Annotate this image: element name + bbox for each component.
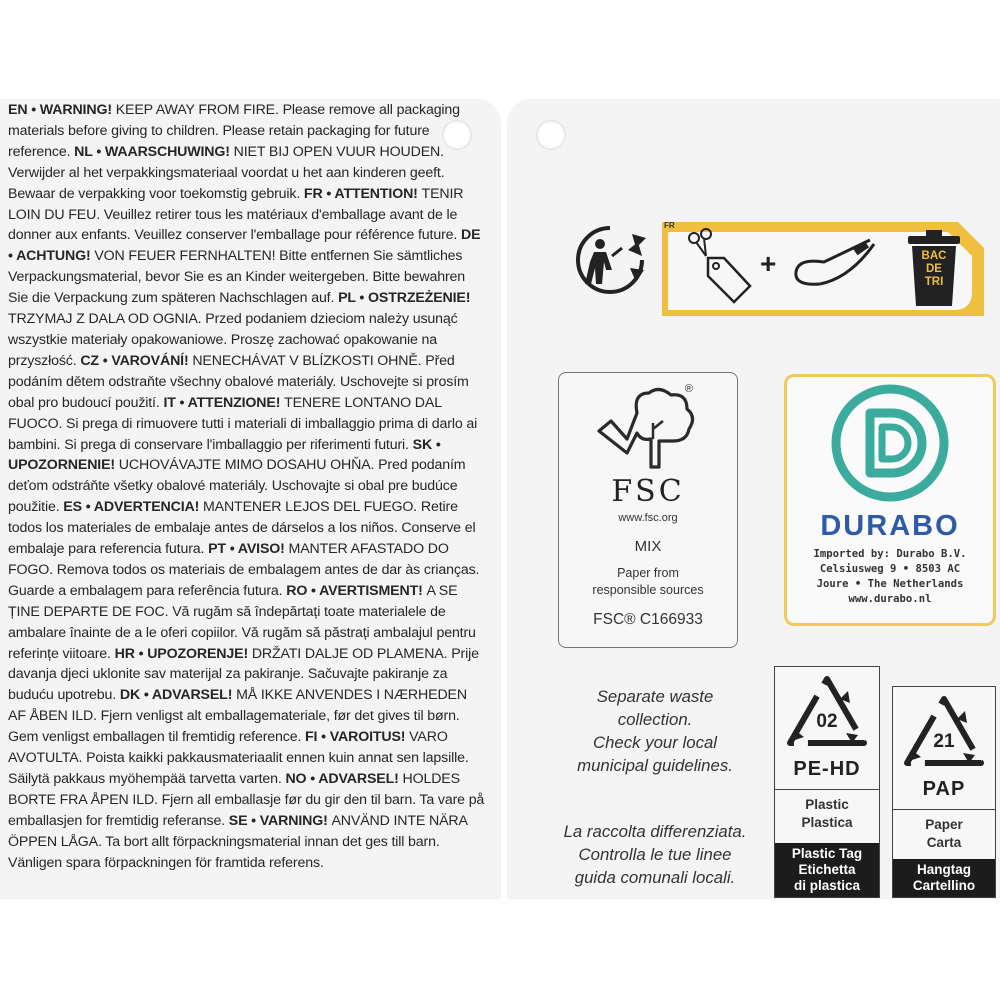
band-line: Etichetta <box>798 862 856 877</box>
fsc-url: www.fsc.org <box>618 512 678 524</box>
warning-heading: CZ • VAROVÁNÍ! <box>80 352 193 369</box>
material-label: Carta <box>926 835 962 850</box>
warning-heading: DK • ADVARSEL! <box>119 687 237 704</box>
warning-heading: PL • OSTRZEŻENIE! <box>338 290 471 307</box>
fsc-registered-mark: ® <box>684 383 693 395</box>
durabo-brand: DURABO <box>820 510 960 542</box>
hangtag-hole <box>536 120 566 150</box>
band-line: Plastic Tag <box>791 846 863 861</box>
separate-waste-text-en <box>530 685 780 777</box>
separate-line: Check your local <box>592 733 718 752</box>
separate-line: collection. <box>617 710 693 729</box>
warning-body: TENERE LONTANO DAL FUOCO. Si prega di rimuovere tutti i materiali di imballaggio prima di darlo ai bambini. Si prega di conservare l'imballaggio per riferimenti futuri. <box>8 394 478 453</box>
svg-text:21: 21 <box>933 731 955 752</box>
warning-heading: SK • UPOZORNENIE! <box>8 436 441 474</box>
warning-heading: FI • VAROITUS! <box>305 729 410 746</box>
durabo-address-line: Joure • The Netherlands <box>816 578 964 590</box>
material-divider <box>775 789 879 832</box>
durabo-importer-box <box>784 374 996 626</box>
warning-body: VON FEUER FERNHALTEN! Bitte entfernen Sie sämtliches Verpackungsmaterial, bevor Sie es an Kinder weitergeben. Bitte bewahren Sie die Verpackung zum späteren Nachschlagen auf. <box>8 248 466 307</box>
bin-label-line: DE <box>926 263 942 275</box>
warning-heading: SE • VARNING! <box>228 812 332 829</box>
warning-body: MÅ IKKE ANVENDES I NÆRHEDEN AF ÅBEN ILD. Fjern venligst alt emballagemateriale, før det gives til børn. Gem venligst emballagen til fremtidig reference. <box>8 687 467 746</box>
multilingual-warning-text <box>8 100 486 874</box>
warning-body: TRZYMAJ Z DALA OD OGNIA. Przed podaniem dzieciom należy usunąć wszystkie materiały opakowaniowe. Proszę zachować opakowanie na przyszłość. <box>8 311 458 369</box>
durabo-address-line: Celsiusweg 9 • 8503 AC <box>819 563 961 575</box>
bin-label <box>916 250 952 289</box>
separate-line: Controlla le tue linee <box>578 845 732 864</box>
loop-string-icon <box>790 234 880 300</box>
scissors-tag-icon <box>684 228 754 306</box>
warning-body: KEEP AWAY FROM FIRE. Please remove all packaging materials before giving to children. Please retain packaging for future reference. <box>8 102 460 160</box>
warning-heading: HR • UPOZORENJE! <box>114 645 252 662</box>
pehd-recycling-box <box>774 666 880 898</box>
fsc-mix-label: MIX <box>634 538 662 555</box>
band-line: Cartellino <box>912 878 976 893</box>
fsc-brand: FSC <box>611 474 685 509</box>
right-hangtag <box>508 100 1000 898</box>
separate-line: municipal guidelines. <box>577 756 733 775</box>
warning-body: A SE ȚINE DEPARTE DE FOC. Vă rugăm să îndepărtați toate materialele de ambalare înainte de a le oferi copiilor. Vă rugăm să păstrați ambalajul pentru referințe viitoare. <box>8 582 476 662</box>
band-line: di plastica <box>793 878 861 893</box>
country-badge: FR <box>664 221 675 230</box>
warning-body: VARO AVOTULTA. Poista kaikki pakkausmateriaalit ennen kuin annat sen lapsille. Säilytä pakkaus myöhempää tarvetta varten. <box>8 729 469 787</box>
warning-body: MANTENER LEJOS DEL FUEGO. Retire todos los materiales de embalaje antes de dárselos a los niños. Conserve el embalaje para referencia futura. <box>8 499 476 558</box>
warning-heading: NL • WAARSCHUWING! <box>74 143 234 160</box>
warning-body: ANVÄND INTE NÄRA ÖPPEN LÅGA. Ta bort allt förpackningsmaterial innan det ges till barn. Vänligen spara förpackningen för framtida referens. <box>8 812 468 871</box>
warning-body: TENIR LOIN DU FEU. Veuillez retirer tous les matériaux d'emballage avant de le donner aux enfants. Veuillez conserver l'emballage pour référence future. <box>8 185 464 244</box>
band-line: Hangtag <box>917 862 971 877</box>
pap-recycling-box <box>892 686 996 898</box>
warning-heading: IT • ATTENZIONE! <box>163 394 285 411</box>
fsc-paper-line: responsible sources <box>592 583 704 597</box>
svg-text:02: 02 <box>816 711 838 732</box>
warning-heading: PT • AVISO! <box>208 541 289 558</box>
durabo-address-line: www.durabo.nl <box>848 593 932 605</box>
warning-heading: DE • ACHTUNG! <box>8 227 481 265</box>
recycling-triangle-icon <box>899 693 989 773</box>
material-label: Paper <box>925 817 963 832</box>
warning-heading: EN • WARNING! <box>8 102 116 118</box>
warning-body: NENECHÁVAT V BLÍZKOSTI OHNĚ. Před podáním dětem odstraňte všechny obalové materiály. Uschovejte si prosím obal pro budoucí použití. <box>8 352 469 411</box>
bin-label-line: BAC <box>921 250 947 262</box>
warning-body: UCHOVÁVAJTE MIMO DOSAHU OHŇA. Pred podaním deťom odstráňte všetky obalové materiály. Uschovajte si obal pre budúce použitie. <box>8 457 466 516</box>
fsc-paper-note <box>559 565 737 599</box>
durabo-address-line: Imported by: Durabo B.V. <box>813 548 967 560</box>
durabo-logo-icon <box>830 383 950 503</box>
fsc-license-code: FSC® C166933 <box>593 611 703 628</box>
warning-heading: FR • ATTENTION! <box>303 185 422 202</box>
item-type-band <box>893 859 995 897</box>
separate-line: Separate waste <box>596 687 714 706</box>
warning-heading: NO • ADVARSEL! <box>285 771 403 787</box>
recycling-triangle-icon <box>782 673 872 753</box>
resin-code: PAP <box>922 778 966 800</box>
warning-heading: RO • AVERTISMENT! <box>286 582 427 599</box>
material-label: Plastic <box>805 797 849 812</box>
warning-body: NIET BIJ OPEN VUUR HOUDEN. Verwijder al het verpakkingsmateriaal voordat u het aan kinderen geeft. Bewaar de verpakking voor toekomstig gebruik. <box>8 143 445 202</box>
warning-body: HOLDES BORTE FRA ÅPEN ILD. Fjern all emballasje før du gir den til barn. Ta vare på emballasjen for fremtidig referanse. <box>8 771 485 829</box>
durabo-address <box>787 547 993 607</box>
material-divider <box>893 809 995 852</box>
triman-icon <box>570 220 650 300</box>
fsc-tree-icon <box>593 383 703 469</box>
separate-line: La raccolta differenziata. <box>563 822 747 841</box>
item-type-band <box>775 843 879 897</box>
left-hangtag <box>0 100 500 898</box>
material-label: Plastica <box>801 815 853 830</box>
warning-body: MANTER AFASTADO DO FOGO. Remova todos os materiais de embalagem antes de dar às crianças. Guarde a embalagem para referência futura. <box>8 541 480 599</box>
warning-body: DRŽATI DALJE OD PLAMENA. Prije davanja djeci uklonite sav materijal za pakiranje. Sačuvajte pakiranje za buduću upotrebu. <box>8 645 479 704</box>
separate-line: guida comunali locali. <box>574 868 736 887</box>
resin-code: PE-HD <box>793 758 861 780</box>
separate-waste-text-it <box>530 820 780 889</box>
bin-label-line: TRI <box>924 276 944 288</box>
fsc-paper-line: Paper from <box>617 566 679 580</box>
fsc-certification-box <box>558 372 738 648</box>
plus-sign: + <box>760 248 777 279</box>
warning-heading: ES • ADVERTENCIA! <box>63 499 203 516</box>
